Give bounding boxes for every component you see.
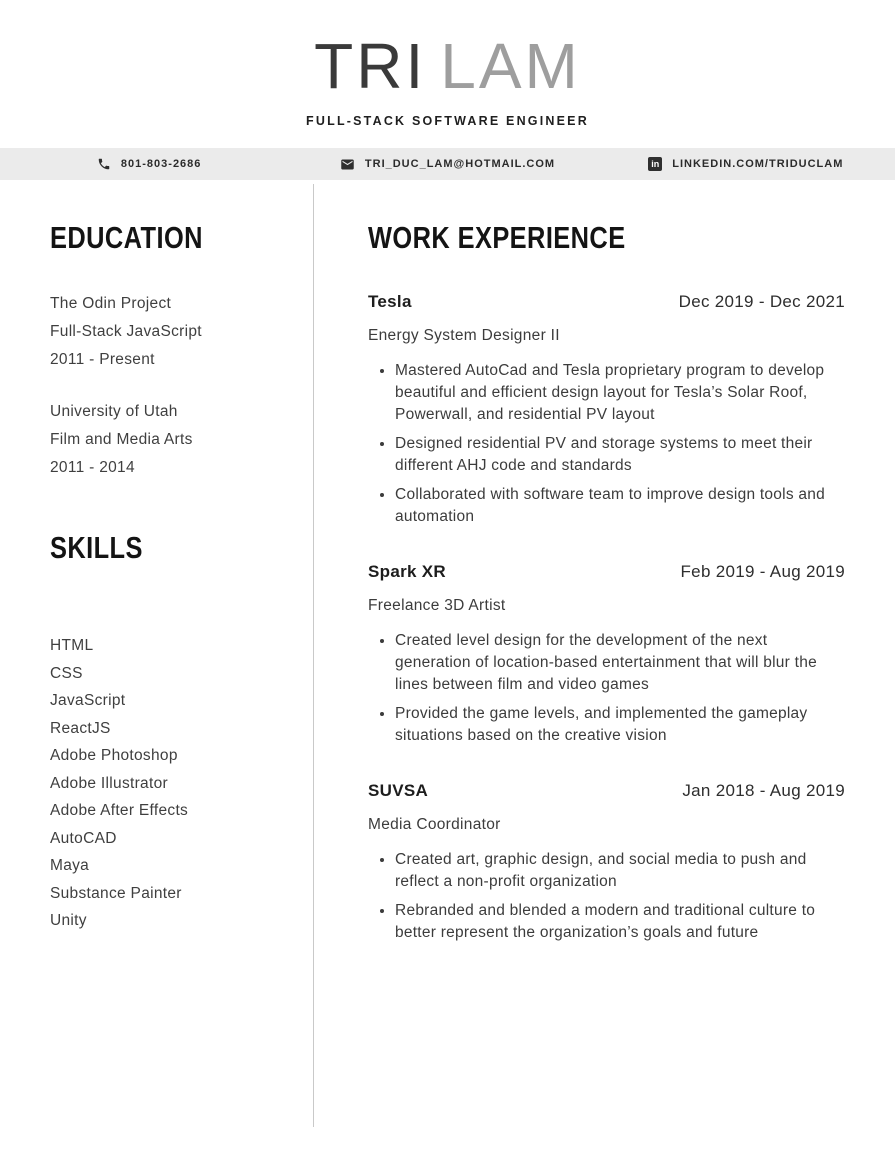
candidate-first-name: TRI bbox=[314, 30, 427, 102]
job-bullet: • Rebranded and blended a modern and traditional culture to better represent the organization’s goals and future bbox=[395, 900, 845, 944]
work-experience-heading: WORK EXPERIENCE bbox=[368, 220, 626, 255]
job-dates: Feb 2019 - Aug 2019 bbox=[680, 562, 845, 581]
contact-bar bbox=[0, 148, 895, 180]
job-dates: Dec 2019 - Dec 2021 bbox=[678, 292, 845, 311]
skill-item: Adobe After Effects bbox=[50, 802, 189, 819]
phone-icon bbox=[97, 157, 111, 171]
job-company: SUVSA bbox=[368, 781, 429, 800]
education-program: Film and Media Arts bbox=[50, 431, 193, 448]
job-entry bbox=[368, 781, 845, 944]
skill-item: Unity bbox=[50, 912, 87, 929]
phone-number: 801-803-2686 bbox=[120, 158, 202, 170]
job-bullet: • Designed residential PV and storage systems to meet their different AHJ code and standards bbox=[395, 433, 845, 477]
job-header bbox=[368, 292, 845, 312]
left-column bbox=[0, 184, 313, 1127]
candidate-last-name: LAM bbox=[440, 30, 581, 102]
job-bullet-list bbox=[368, 360, 845, 528]
education-entry bbox=[50, 290, 287, 374]
skill-item: Adobe Illustrator bbox=[50, 774, 168, 792]
job-entry bbox=[368, 562, 845, 747]
education-dates: 2011 - 2014 bbox=[50, 459, 135, 476]
job-dates: Jan 2018 - Aug 2019 bbox=[682, 781, 845, 800]
candidate-name bbox=[0, 30, 895, 102]
job-role: Energy System Designer II bbox=[368, 327, 560, 344]
job-role: Freelance 3D Artist bbox=[368, 597, 506, 614]
email-link[interactable] bbox=[298, 157, 596, 172]
linkedin-handle: LINKEDIN.COM/TRIDUCLAM bbox=[672, 158, 844, 170]
job-header bbox=[368, 562, 845, 582]
resume-header bbox=[0, 0, 895, 128]
phone-link[interactable] bbox=[0, 157, 298, 171]
candidate-job-title: FULL-STACK SOFTWARE ENGINEER bbox=[306, 114, 589, 128]
skill-item: AutoCAD bbox=[50, 829, 117, 847]
job-bullet: • Mastered AutoCad and Tesla proprietary program to develop beautiful and efficient design layout for Tesla’s Solar Roof, Powerwall, and residential PV layout bbox=[395, 360, 845, 426]
resume-body bbox=[0, 184, 895, 1127]
skills-list bbox=[50, 632, 287, 935]
skills-heading: SKILLS bbox=[50, 530, 143, 565]
job-bullet-list bbox=[368, 630, 845, 747]
linkedin-link[interactable] bbox=[597, 157, 895, 171]
skill-item: ReactJS bbox=[50, 719, 111, 737]
education-heading: EDUCATION bbox=[50, 220, 203, 255]
job-bullet: • Created level design for the development of the next generation of location-based entertainment that will blur the lines between film and video games bbox=[395, 630, 845, 696]
job-header bbox=[368, 781, 845, 801]
job-entry bbox=[368, 292, 845, 528]
job-role: Media Coordinator bbox=[368, 816, 501, 833]
job-bullet-list bbox=[368, 849, 845, 944]
education-program: Full-Stack JavaScript bbox=[50, 323, 202, 340]
education-dates: 2011 - Present bbox=[50, 351, 155, 368]
skill-item: JavaScript bbox=[50, 692, 126, 709]
education-entry bbox=[50, 398, 287, 482]
job-bullet: • Collaborated with software team to improve design tools and automation bbox=[395, 484, 845, 528]
skill-item: Substance Painter bbox=[50, 884, 182, 902]
skill-item: HTML bbox=[50, 637, 94, 654]
skill-item: CSS bbox=[50, 664, 83, 682]
right-column bbox=[313, 184, 895, 1127]
skill-item: Adobe Photoshop bbox=[50, 747, 178, 764]
linkedin-icon: in bbox=[648, 157, 662, 171]
education-school: University of Utah bbox=[50, 403, 178, 420]
education-school: The Odin Project bbox=[50, 295, 172, 312]
job-bullet: • Provided the game levels, and implemented the gameplay situations based on the creative vision bbox=[395, 703, 845, 747]
job-company: Spark XR bbox=[368, 562, 446, 581]
email-address: TRI_DUC_LAM@HOTMAIL.COM bbox=[364, 158, 556, 170]
skill-item: Maya bbox=[50, 857, 90, 874]
job-bullet: • Created art, graphic design, and social media to push and reflect a non-profit organization bbox=[395, 849, 845, 893]
email-icon bbox=[340, 157, 355, 172]
job-company: Tesla bbox=[368, 292, 412, 311]
